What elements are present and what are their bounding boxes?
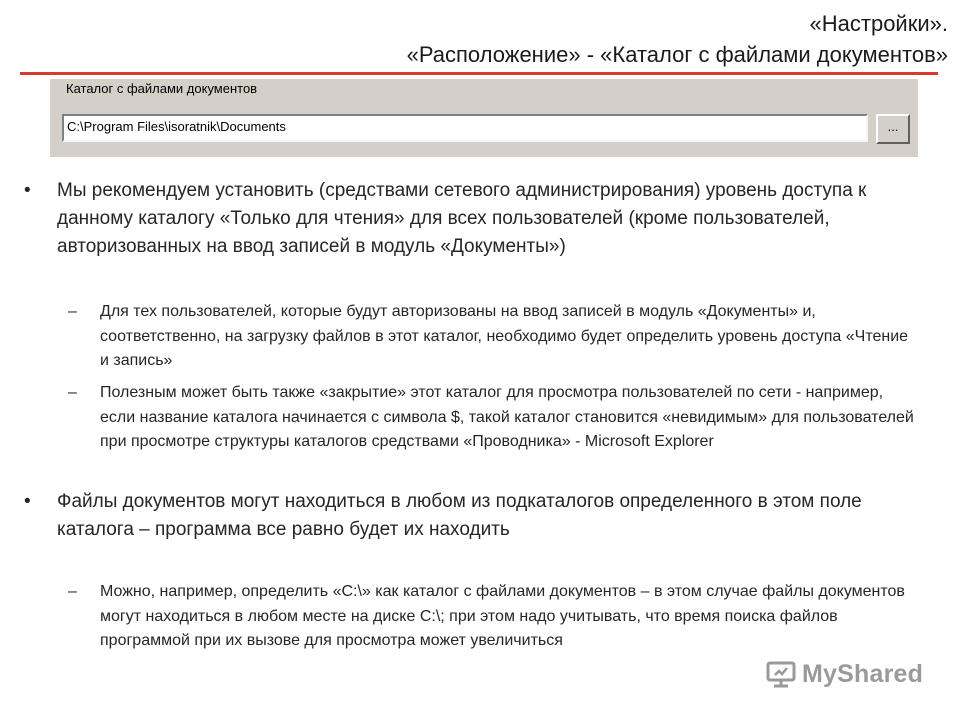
sub-bullet-text: Полезным может быть также «закрытие» этот каталог для просмотра пользователей по сети - например, если название каталога начинается с символа $, такой каталог становится «невидимым» для пользователей при просмотре структуры каталогов средствами «Проводника» - Microsoft Explorer (100, 384, 914, 450)
sub-bullet-text: Для тех пользователей, которые будут авторизованы на ввод записей в модуль «Документы» и, соответственно, на загрузку файлов в этот каталог, необходимо будет определить уровень доступа «Чтение и запись» (100, 303, 909, 369)
directory-caption: Каталог с файлами документов (66, 81, 258, 96)
title-divider (20, 72, 938, 75)
directory-settings-panel (50, 79, 918, 157)
slide-title-line2: «Расположение» - «Каталог с файлами документов» (406, 42, 948, 67)
bullet-text: Мы рекомендуем установить (средствами сетевого администрирования) уровень доступа к данному каталогу «Только для чтения» для всех пользователей (кроме пользователей, авторизованных на ввод записей в модуль «Документы») (57, 180, 867, 257)
sub-bullet-item (68, 300, 920, 374)
documents-path-input[interactable]: C:\Program Files\isoratnik\Documents (62, 114, 868, 142)
presentation-icon (766, 660, 796, 688)
sub-bullet-marker: – (68, 583, 77, 600)
bullet-marker: • (24, 180, 31, 201)
watermark-text: MyShared (802, 659, 924, 688)
sub-bullet-text: Можно, например, определить «C:\» как каталог с файлами документов – в этом случае файлы документов могут находиться в любом месте на диске C:\; при этом надо учитывать, что время поиска файлов программой при их вызове для просмотра может увеличиться (100, 583, 905, 649)
sub-bullet-item (68, 381, 920, 455)
slide-title (407, 8, 948, 70)
bullet-item (24, 177, 917, 261)
sub-bullet-marker: – (68, 384, 77, 401)
watermark (766, 654, 923, 694)
slide-title-line1: «Настройки». (809, 11, 948, 36)
sub-bullet-item (68, 580, 920, 654)
sub-bullet-marker: – (68, 303, 77, 320)
browse-button[interactable]: ... (876, 114, 910, 144)
bullet-item (24, 488, 917, 544)
bullet-marker: • (24, 491, 31, 512)
bullet-text: Файлы документов могут находиться в любом из подкаталогов определенного в этом поле каталога – программа все равно будет их находить (57, 491, 862, 540)
